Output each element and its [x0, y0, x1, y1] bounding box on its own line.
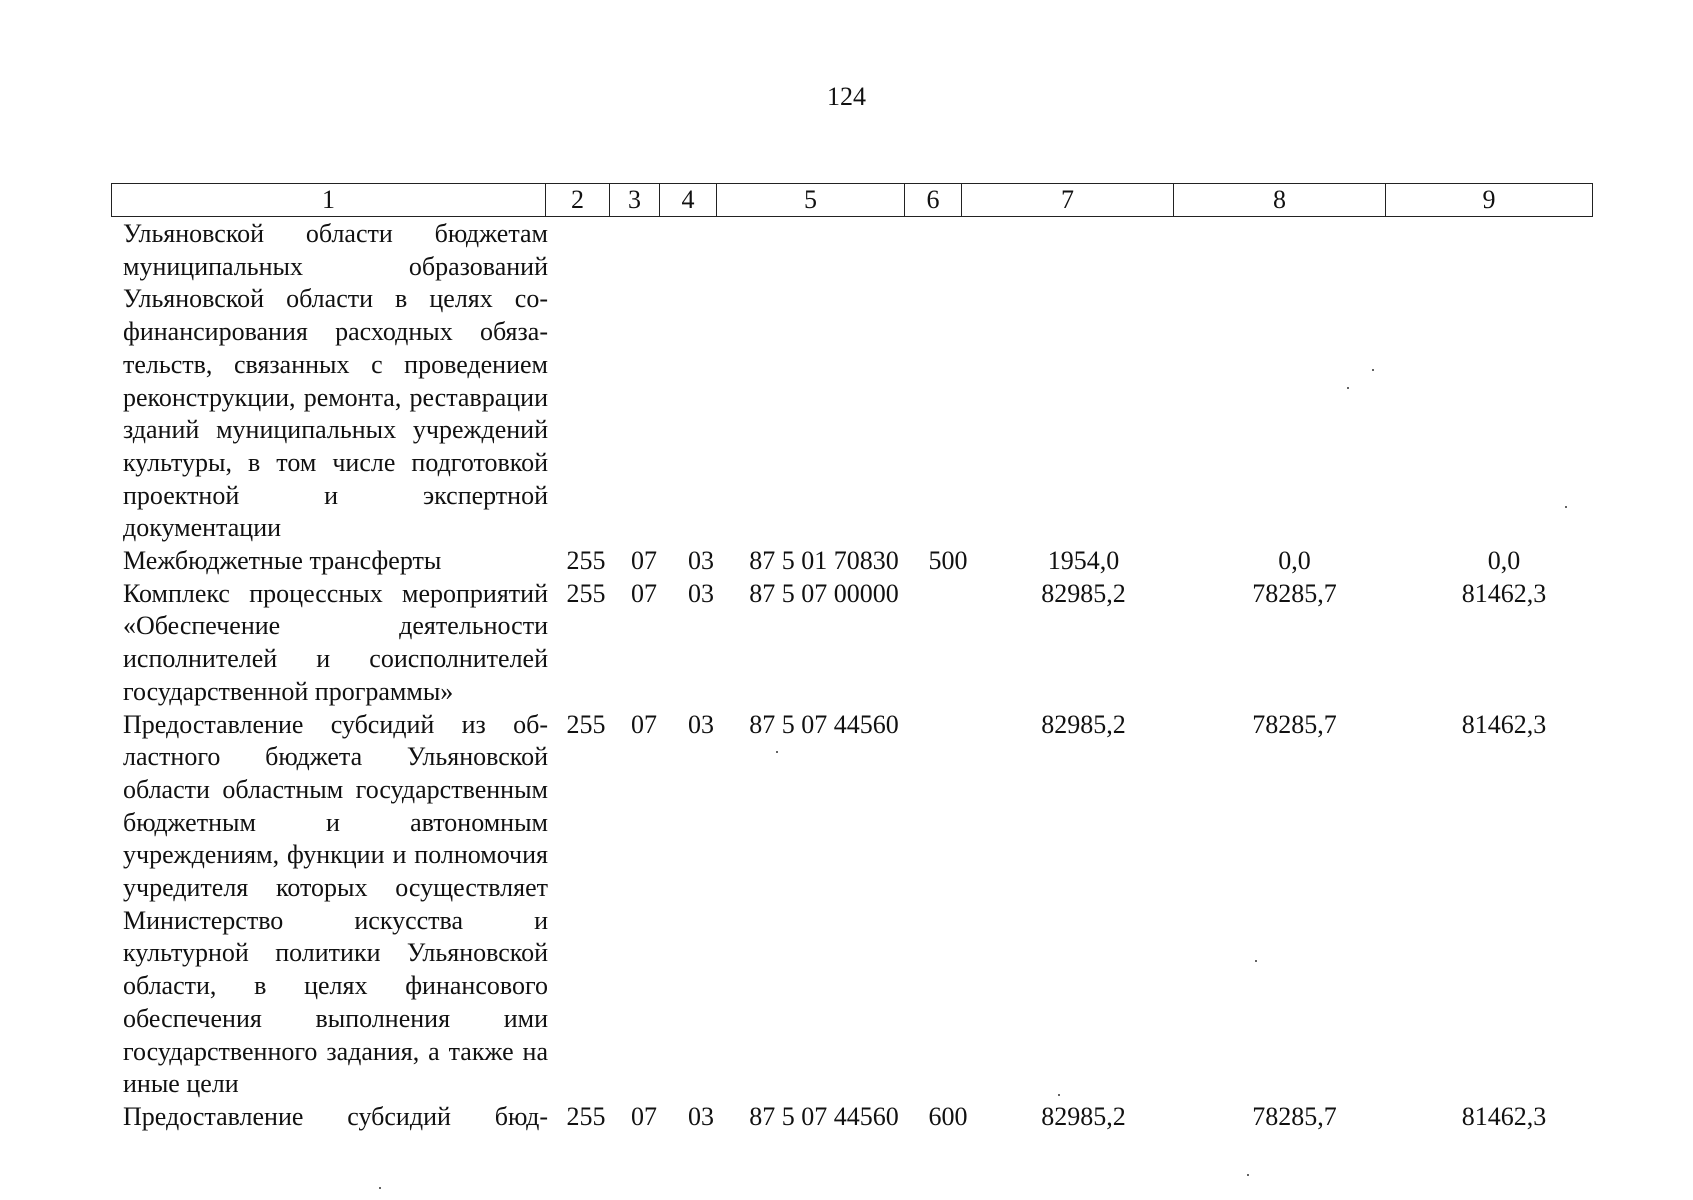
column-header-9: 9 [1386, 184, 1593, 217]
column-header-6: 6 [905, 184, 962, 217]
cell-subsection: 03 [688, 546, 714, 576]
cell-amount-col7: 1954,0 [1047, 546, 1120, 576]
cell-expense-type: 600 [928, 1101, 968, 1131]
scan-speck [776, 751, 778, 753]
cell-target-article: 87 5 07 44560 [749, 1101, 899, 1131]
cell-subsection: 03 [688, 578, 714, 608]
scan-speck [1058, 1094, 1060, 1096]
cell-amount-col7: 82985,2 [1041, 709, 1126, 739]
row-description: Межбюджетные трансферты [123, 546, 442, 576]
cell-target-article: 87 5 07 44560 [749, 709, 899, 739]
table-row [111, 545, 1591, 578]
column-header-1: 1 [112, 184, 546, 217]
cell-section: 07 [631, 709, 657, 739]
scan-speck [1247, 1174, 1249, 1176]
cell-target-article: 87 5 01 70830 [749, 546, 899, 576]
cell-ministry-code: 255 [566, 578, 606, 608]
table-row [111, 1101, 1591, 1134]
cell-section: 07 [631, 1101, 657, 1131]
cell-amount-col7: 82985,2 [1041, 578, 1126, 608]
row-description: Ульяновской области бюджетам муниципальных образований Ульяновской области в целях софинансирования расходных обязательств, связанных с проведением реконструкции, ремонта, реставрации зданий муниципальных учреждений культуры, в том числе подготовкой проектной и экспертной документации [123, 219, 548, 543]
cell-amount-col8: 78285,7 [1252, 578, 1337, 608]
cell-amount-col8: 78285,7 [1252, 1101, 1337, 1131]
cell-ministry-code: 255 [566, 546, 606, 576]
table-row [111, 218, 1591, 545]
cell-amount-col9: 81462,3 [1461, 1101, 1547, 1131]
cell-target-article: 87 5 07 00000 [749, 578, 899, 608]
cell-amount-col8: 78285,7 [1252, 709, 1337, 739]
column-header-row [111, 183, 1593, 217]
row-description: Предоставление субсидий из областного бюджета Ульяновской области областным государственным бюджетным и автономным учреждениям, функции и полномочия учредителя которых осуществляет Министерство искусства и культурной политики Ульяновской области, в целях финансового обеспечения выполнения ими государственного задания, а также на иные цели [123, 709, 548, 1099]
table-row [111, 709, 1591, 1101]
column-header-8: 8 [1174, 184, 1386, 217]
cell-ministry-code: 255 [566, 709, 606, 739]
cell-amount-col8: 0,0 [1278, 546, 1311, 576]
column-header-2: 2 [546, 184, 610, 217]
cell-subsection: 03 [688, 709, 714, 739]
cell-expense-type: 500 [928, 546, 968, 576]
cell-section: 07 [631, 546, 657, 576]
cell-section: 07 [631, 578, 657, 608]
row-description: Комплекс процессных мероприятий «Обеспечение деятельности исполнителей и соисполнителей государственной программы» [123, 578, 548, 706]
page-number: 124 [827, 82, 866, 111]
column-header-7: 7 [962, 184, 1174, 217]
row-description: Предоставление субсидий бюд- [123, 1101, 548, 1131]
cell-amount-col9: 81462,3 [1461, 578, 1547, 608]
column-header-4: 4 [660, 184, 717, 217]
cell-amount-col9: 81462,3 [1461, 709, 1547, 739]
scan-speck [1565, 506, 1567, 508]
scan-speck [379, 1187, 381, 1189]
scan-speck [1347, 387, 1349, 389]
column-header-3: 3 [610, 184, 660, 217]
cell-ministry-code: 255 [566, 1101, 606, 1131]
column-header-5: 5 [717, 184, 905, 217]
cell-amount-col9: 0,0 [1487, 546, 1521, 576]
table-body [111, 218, 1591, 1134]
table-row [111, 578, 1591, 709]
cell-amount-col7: 82985,2 [1041, 1101, 1126, 1131]
scan-speck [1255, 960, 1257, 962]
scan-speck [1372, 369, 1374, 371]
cell-subsection: 03 [688, 1101, 714, 1131]
